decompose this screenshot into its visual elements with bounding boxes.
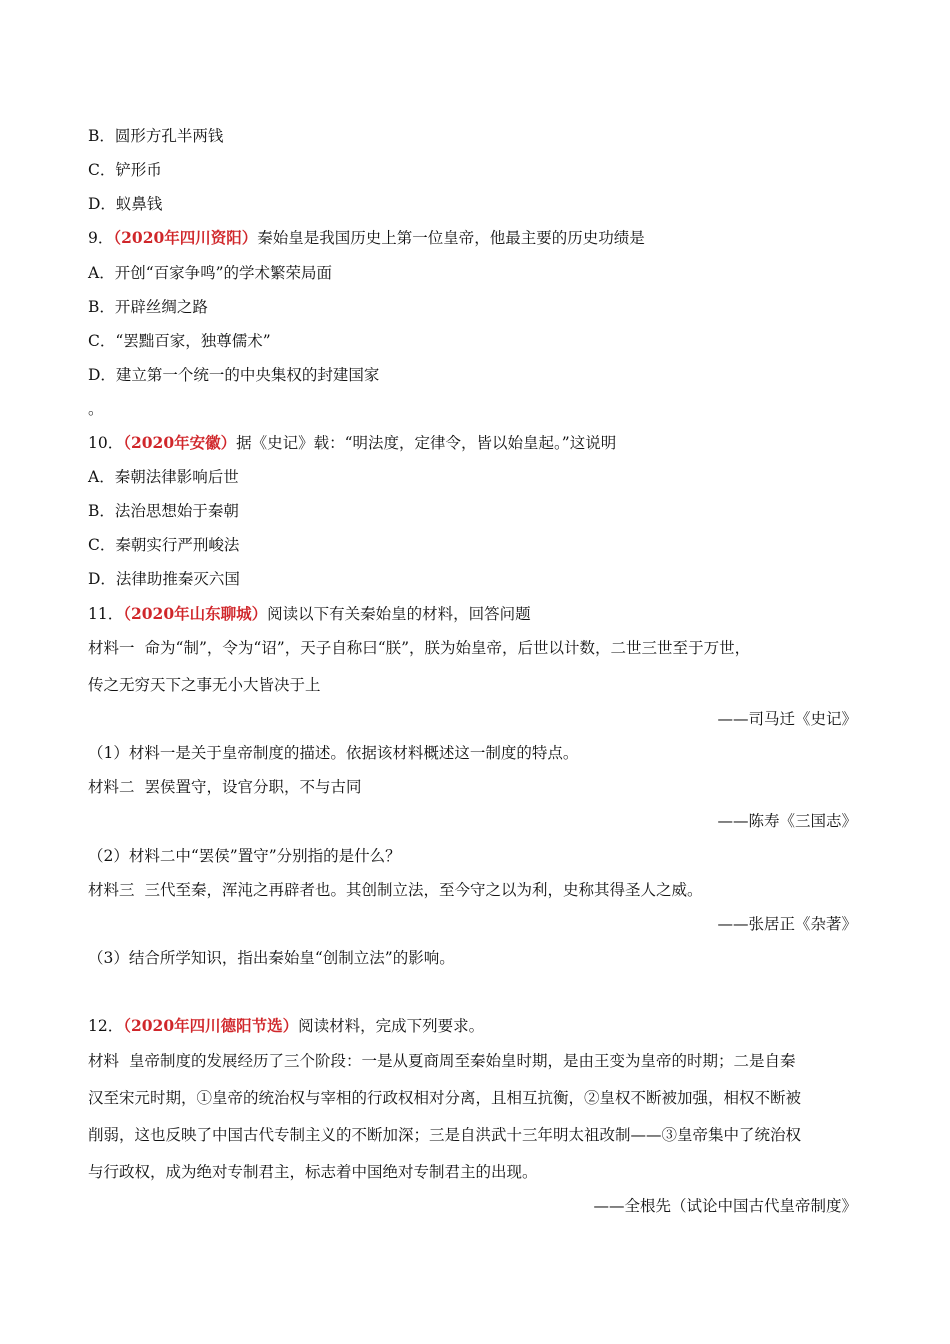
q12-stem: 阅读材料，完成下列要求。 [298, 1017, 485, 1035]
q11-material-3-source: ——张居正《杂著》 [717, 915, 857, 933]
q12-material-line-1 [88, 1051, 796, 1071]
q9-number: 9． [88, 229, 114, 247]
q12-material-line-4: 与行政权，成为绝对专制君主，标志着中国绝对专制君主的出现。 [88, 1163, 538, 1181]
q10-option-a: A．秦朝法律影响后世 [88, 468, 239, 486]
q11-stem: 阅读以下有关秦始皇的材料，回答问题 [267, 605, 531, 623]
q11-subquestion-2: （2）材料二中“罢侯”置守”分别指的是什么？ [88, 847, 401, 865]
q11-material-2-source: ——陈寿《三国志》 [717, 812, 857, 830]
q11-material-2 [88, 777, 362, 797]
q9-option-b: B．开辟丝绸之路 [88, 298, 208, 316]
q11-material-3 [88, 880, 703, 900]
q11-material-1-source: ——司马迁《史记》 [717, 710, 857, 728]
q9-stem-line [88, 228, 645, 248]
q11-material-2-text: 罢侯置守，设官分职，不与古同 [144, 778, 362, 796]
q8-option-b: B．圆形方孔半两钱 [88, 127, 224, 145]
q9-stem: 秦始皇是我国历史上第一位皇帝，他最主要的历史功绩是 [257, 229, 645, 247]
q11-material-1-line-2: 传之无穷天下之事无小大皆决于上 [88, 676, 321, 694]
q8-option-c: C．铲形币 [88, 161, 162, 179]
q12-material-source: ——全根先（试论中国古代皇帝制度》 [593, 1197, 857, 1215]
q9-trailing-mark: 。 [88, 400, 104, 418]
q10-stem-line [88, 433, 616, 453]
q12-stem-line [88, 1016, 484, 1036]
q10-option-b: B．法治思想始于秦朝 [88, 502, 239, 520]
q10-number: 10． [88, 434, 124, 452]
q11-material-1-label: 材料一 [88, 639, 135, 657]
q12-material-line-2: 汉至宋元时期，①皇帝的统治权与宰相的行政权相对分离，且相互抗衡，②皇权不断被加强，相权不断被 [88, 1089, 802, 1107]
q11-stem-line [88, 604, 531, 624]
q11-subquestion-3: （3）结合所学知识，指出秦始皇“创制立法”的影响。 [88, 949, 455, 967]
q10-stem: 据《史记》载：“明法度，定律令，皆以始皇起。”这说明 [236, 434, 617, 452]
q11-source: （2020年山东聊城） [123, 604, 268, 623]
q11-material-1-text: 命为“制”，令为“诏”，天子自称曰“朕”，朕为始皇帝，后世以计数，二世三世至于万世， [144, 639, 751, 657]
q11-material-3-label: 材料三 [88, 881, 135, 899]
q11-material-3-text: 三代至秦，浑沌之再辟者也。其创制立法，至今守之以为利，史称其得圣人之威。 [144, 881, 703, 899]
q10-source: （2020年安徽） [123, 433, 237, 452]
q9-source: （2020年四川资阳） [113, 228, 258, 247]
q11-material-1-line-1 [88, 638, 750, 658]
q12-material-label: 材料 [88, 1052, 120, 1070]
q12-number: 12． [88, 1017, 124, 1035]
q10-option-c: C．秦朝实行严刑峻法 [88, 536, 240, 554]
q12-source: （2020年四川德阳节选） [123, 1016, 299, 1035]
q9-option-c: C．“罢黜百家，独尊儒术” [88, 332, 271, 350]
q8-option-d: D．蚁鼻钱 [88, 195, 163, 213]
q9-option-d: D．建立第一个统一的中央集权的封建国家 [88, 366, 380, 384]
q11-subquestion-1: （1）材料一是关于皇帝制度的描述。依据该材料概述这一制度的特点。 [88, 744, 579, 762]
q10-option-d: D．法律助推秦灭六国 [88, 570, 240, 588]
q12-material-line-3: 削弱，这也反映了中国古代专制主义的不断加深；三是自洪武十三年明太祖改制——③皇帝集中了统治权 [88, 1126, 802, 1144]
q11-material-2-label: 材料二 [88, 778, 135, 796]
q9-option-a: A．开创“百家争鸣”的学术繁荣局面 [88, 264, 333, 282]
q11-number: 11． [88, 605, 124, 623]
q12-material-text-1: 皇帝制度的发展经历了三个阶段：一是从夏商周至秦始皇时期，是由王变为皇帝的时期；二是自秦 [129, 1052, 796, 1070]
